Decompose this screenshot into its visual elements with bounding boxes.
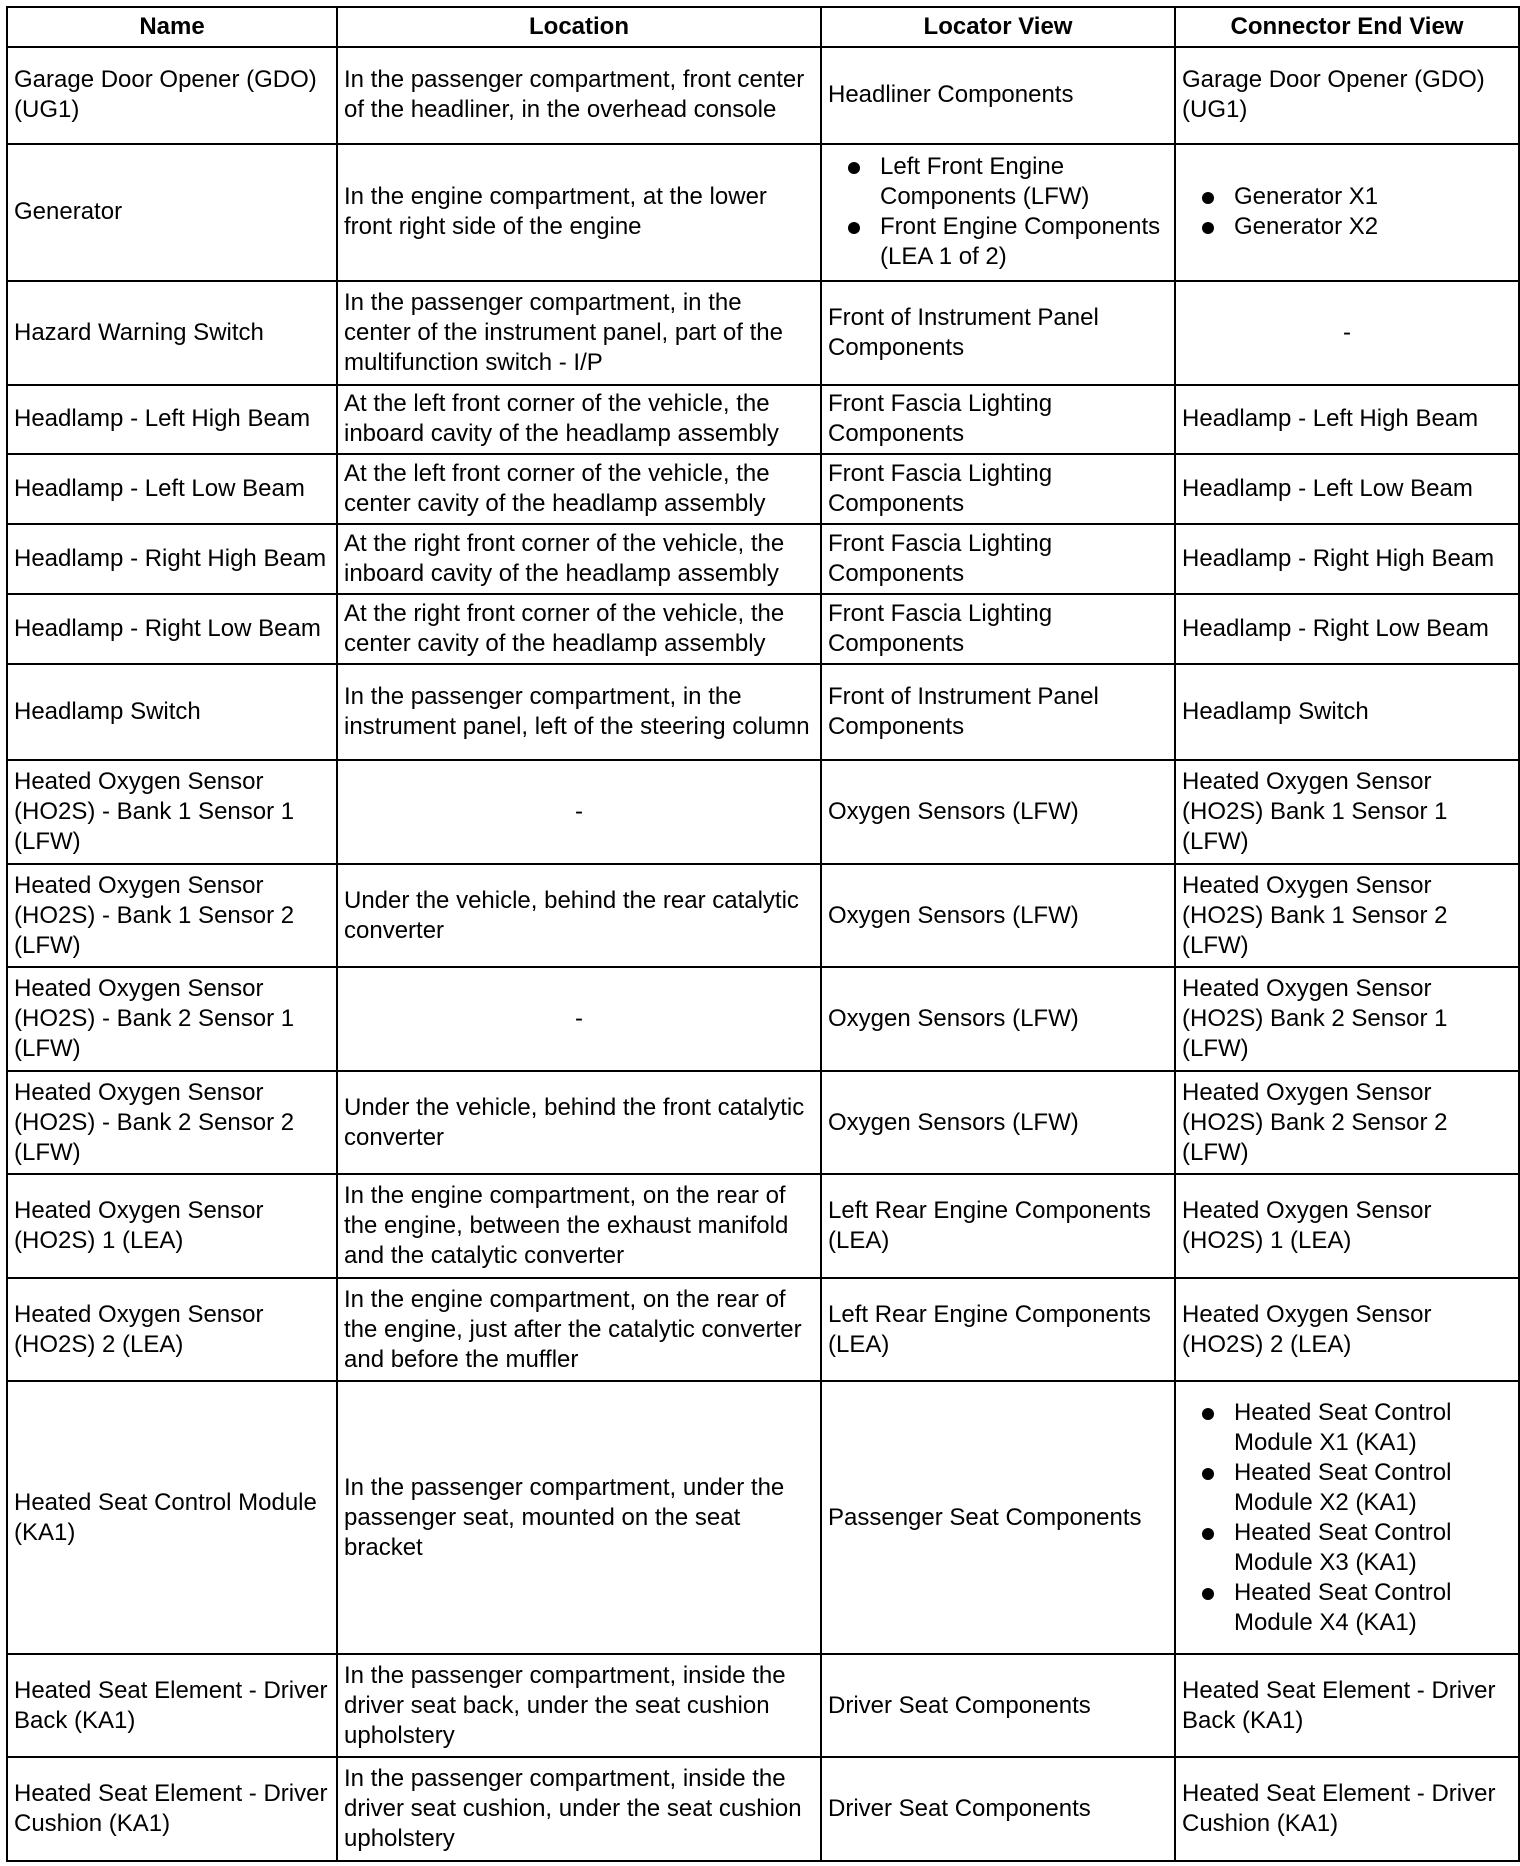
locator-view-cell: Headliner Components: [821, 47, 1175, 144]
list-item: Heated Seat Control Module X3 (KA1): [1198, 1518, 1512, 1578]
location-cell: At the left front corner of the vehicle, the center cavity of the headlamp assembly: [337, 454, 821, 524]
connector-end-view-cell: Heated Oxygen Sensor (HO2S) 1 (LEA): [1175, 1174, 1519, 1278]
locator-view-cell: Passenger Seat Components: [821, 1381, 1175, 1653]
connector-end-view-cell: [1175, 144, 1519, 281]
table-row: [7, 967, 1519, 1071]
name-cell: Heated Seat Control Module (KA1): [7, 1381, 337, 1653]
locator-view-cell: Driver Seat Components: [821, 1654, 1175, 1758]
locator-view-cell: Front of Instrument Panel Components: [821, 281, 1175, 385]
connector-end-view-cell: Garage Door Opener (GDO) (UG1): [1175, 47, 1519, 144]
connector-end-view-cell: -: [1175, 281, 1519, 385]
locator-view-cell: Front Fascia Lighting Components: [821, 594, 1175, 664]
locator-view-cell: Driver Seat Components: [821, 1757, 1175, 1861]
list-item: Heated Seat Control Module X2 (KA1): [1198, 1458, 1512, 1518]
locator-view-cell: Front Fascia Lighting Components: [821, 385, 1175, 455]
header-connector-end-view: Connector End View: [1175, 7, 1519, 47]
location-cell: -: [337, 967, 821, 1071]
locator-view-cell: Front Fascia Lighting Components: [821, 524, 1175, 594]
location-cell: At the right front corner of the vehicle, the center cavity of the headlamp assembly: [337, 594, 821, 664]
table-row: [7, 1757, 1519, 1861]
name-cell: Heated Oxygen Sensor (HO2S) - Bank 1 Sensor 2 (LFW): [7, 864, 337, 968]
name-cell: Heated Oxygen Sensor (HO2S) - Bank 2 Sensor 2 (LFW): [7, 1071, 337, 1175]
connector-end-view-cell: Headlamp - Right Low Beam: [1175, 594, 1519, 664]
table-row: [7, 524, 1519, 594]
list-item: Generator X2: [1198, 212, 1512, 242]
connector-end-view-cell: [1175, 1381, 1519, 1653]
header-row: [7, 7, 1519, 47]
connector-end-view-cell: Heated Oxygen Sensor (HO2S) Bank 1 Sensor 2 (LFW): [1175, 864, 1519, 968]
table-row: [7, 1654, 1519, 1758]
name-cell: Headlamp - Right Low Beam: [7, 594, 337, 664]
connector-end-view-cell: Heated Oxygen Sensor (HO2S) Bank 2 Sensor 1 (LFW): [1175, 967, 1519, 1071]
table-row: [7, 760, 1519, 864]
list-item: Left Front Engine Components (LFW): [844, 152, 1168, 212]
name-cell: Garage Door Opener (GDO) (UG1): [7, 47, 337, 144]
connector-end-view-cell: Heated Oxygen Sensor (HO2S) Bank 1 Sensor 1 (LFW): [1175, 760, 1519, 864]
name-cell: Headlamp - Left Low Beam: [7, 454, 337, 524]
connector-end-view-cell: Headlamp - Right High Beam: [1175, 524, 1519, 594]
header-locator-view: Locator View: [821, 7, 1175, 47]
name-cell: Generator: [7, 144, 337, 281]
location-cell: In the passenger compartment, inside the driver seat back, under the seat cushion upholstery: [337, 1654, 821, 1758]
connector-end-view-cell: Headlamp Switch: [1175, 664, 1519, 761]
location-cell: In the passenger compartment, in the center of the instrument panel, part of the multifunction switch - I/P: [337, 281, 821, 385]
location-cell: In the passenger compartment, in the instrument panel, left of the steering column: [337, 664, 821, 761]
list-item: Generator X1: [1198, 182, 1512, 212]
list-item: Heated Seat Control Module X1 (KA1): [1198, 1398, 1512, 1458]
name-cell: Hazard Warning Switch: [7, 281, 337, 385]
name-cell: Headlamp - Left High Beam: [7, 385, 337, 455]
header-location: Location: [337, 7, 821, 47]
locator-view-cell: Left Rear Engine Components (LEA): [821, 1174, 1175, 1278]
locator-view-cell: Front of Instrument Panel Components: [821, 664, 1175, 761]
location-cell: Under the vehicle, behind the rear catalytic converter: [337, 864, 821, 968]
locator-view-cell: Oxygen Sensors (LFW): [821, 760, 1175, 864]
name-cell: Heated Oxygen Sensor (HO2S) 1 (LEA): [7, 1174, 337, 1278]
table-row: [7, 144, 1519, 281]
table-row: [7, 47, 1519, 144]
location-cell: In the engine compartment, at the lower front right side of the engine: [337, 144, 821, 281]
connector-end-view-cell: Headlamp - Left Low Beam: [1175, 454, 1519, 524]
connector-view-list: [1182, 1398, 1512, 1638]
locator-view-list: [828, 152, 1168, 272]
locator-view-cell: Front Fascia Lighting Components: [821, 454, 1175, 524]
table-row: [7, 1174, 1519, 1278]
location-cell: In the passenger compartment, inside the driver seat cushion, under the seat cushion upholstery: [337, 1757, 821, 1861]
location-cell: -: [337, 760, 821, 864]
table-row: [7, 1381, 1519, 1653]
list-item: Front Engine Components (LEA 1 of 2): [844, 212, 1168, 272]
location-cell: In the engine compartment, on the rear of the engine, just after the catalytic converter and before the muffler: [337, 1278, 821, 1382]
table-row: [7, 454, 1519, 524]
locator-view-cell: Oxygen Sensors (LFW): [821, 967, 1175, 1071]
header-name: Name: [7, 7, 337, 47]
location-cell: In the passenger compartment, under the passenger seat, mounted on the seat bracket: [337, 1381, 821, 1653]
locator-view-cell: [821, 144, 1175, 281]
locator-view-cell: Left Rear Engine Components (LEA): [821, 1278, 1175, 1382]
name-cell: Heated Seat Element - Driver Back (KA1): [7, 1654, 337, 1758]
name-cell: Heated Seat Element - Driver Cushion (KA1): [7, 1757, 337, 1861]
table-row: [7, 1071, 1519, 1175]
connector-view-list: [1182, 182, 1512, 242]
location-cell: At the right front corner of the vehicle, the inboard cavity of the headlamp assembly: [337, 524, 821, 594]
location-cell: In the passenger compartment, front center of the headliner, in the overhead console: [337, 47, 821, 144]
name-cell: Headlamp Switch: [7, 664, 337, 761]
connector-end-view-cell: Heated Oxygen Sensor (HO2S) Bank 2 Sensor 2 (LFW): [1175, 1071, 1519, 1175]
name-cell: Heated Oxygen Sensor (HO2S) 2 (LEA): [7, 1278, 337, 1382]
locator-view-cell: Oxygen Sensors (LFW): [821, 864, 1175, 968]
table-row: [7, 594, 1519, 664]
table-row: [7, 385, 1519, 455]
name-cell: Heated Oxygen Sensor (HO2S) - Bank 1 Sensor 1 (LFW): [7, 760, 337, 864]
name-cell: Headlamp - Right High Beam: [7, 524, 337, 594]
connector-end-view-cell: Heated Seat Element - Driver Cushion (KA1): [1175, 1757, 1519, 1861]
connector-end-view-cell: Heated Oxygen Sensor (HO2S) 2 (LEA): [1175, 1278, 1519, 1382]
component-locator-table: [6, 6, 1520, 1862]
location-cell: In the engine compartment, on the rear of the engine, between the exhaust manifold and the catalytic converter: [337, 1174, 821, 1278]
table-row: [7, 281, 1519, 385]
list-item: Heated Seat Control Module X4 (KA1): [1198, 1578, 1512, 1638]
table-row: [7, 664, 1519, 761]
location-cell: At the left front corner of the vehicle, the inboard cavity of the headlamp assembly: [337, 385, 821, 455]
name-cell: Heated Oxygen Sensor (HO2S) - Bank 2 Sensor 1 (LFW): [7, 967, 337, 1071]
table-row: [7, 1278, 1519, 1382]
connector-end-view-cell: Headlamp - Left High Beam: [1175, 385, 1519, 455]
connector-end-view-cell: Heated Seat Element - Driver Back (KA1): [1175, 1654, 1519, 1758]
table-row: [7, 864, 1519, 968]
locator-view-cell: Oxygen Sensors (LFW): [821, 1071, 1175, 1175]
location-cell: Under the vehicle, behind the front catalytic converter: [337, 1071, 821, 1175]
